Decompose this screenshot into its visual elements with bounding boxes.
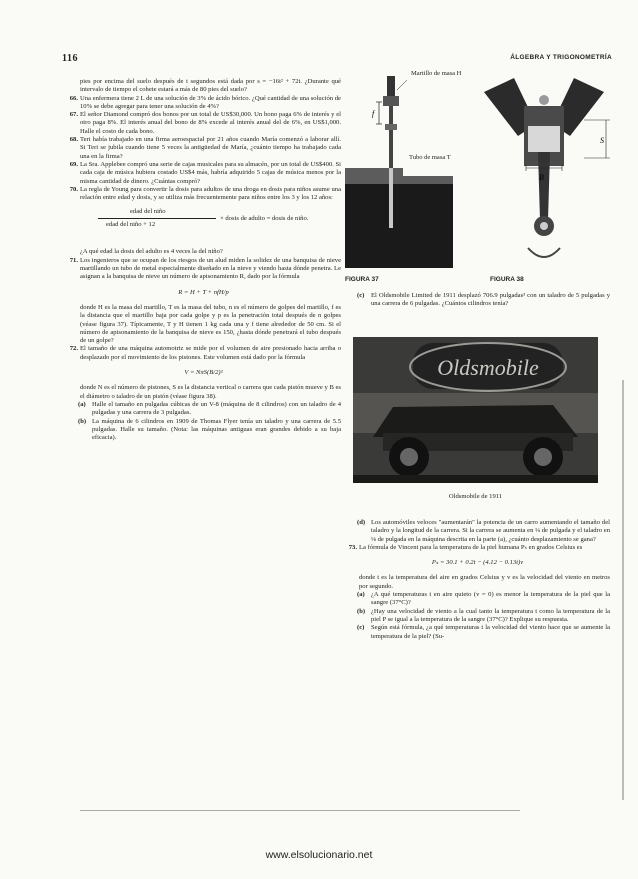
figure-38-caption: FIGURA 38 xyxy=(490,276,524,283)
photo-caption: Oldsmobile de 1911 xyxy=(448,493,503,500)
problem-72d: (d) Los automóviles veloces "aumentarán" la potencia de un carro aumentando el tamaño del taladro y la longitud de la carrera. Si la carrera se aumenta en ¼ de pulgada y el taladro en ⅛ de pulgada en la máquina descrita en la parte (a), ¿cuánto desplazamiento se gana? xyxy=(357,519,610,543)
left-column xyxy=(66,78,341,442)
scan-bottom-line xyxy=(80,810,520,811)
car-body xyxy=(373,405,578,437)
problem-70: 70. La regla de Young para convertir la dosis para adultos de una droga en dosis para niños asume una relación entre edad y dosis, y se utiliza más frecuentemente para niños entre los 3 y los 12 años: xyxy=(69,185,341,202)
fraction-denominator: edad del niño + 12 xyxy=(106,221,156,229)
right-column-lower xyxy=(345,519,610,641)
formula-P: Pₛ = 30.1 + 0.2t − (4.12 − 0.13t)v xyxy=(431,559,524,567)
hammer-head xyxy=(383,96,399,106)
problem-68: 68. Teri había trabajado en una firma aeroespacial por 21 años cuando María comenzó a laborar allí. Si Teri se jubila cuando tiene 5 veces la antigüedad de María, ¿cuánto tiempo ha trabajado cada una en la firma? xyxy=(69,136,341,160)
problem-69: 69. La Sra. Applebee compró una serie de cajas musicales para su almacén, por un total de US$400. Si cada caja de música hubiera costado US$4 más, habría adquirido 5 cajas de música menos por la misma cantidad de dinero. ¿Cuántas compró? xyxy=(69,160,341,185)
problem-72b: (b) La máquina de 6 cilindros en 1909 de Thomas Flyer tenía un taladro y una carrera de 5.5 pulgadas. Halle su tamaño. (Nota: las máquinas antiguas eran grandes debido a su baja eficacia). xyxy=(78,417,341,442)
problem-71: 71. Los ingenieros que se ocupan de los riesgos de un alud miden la solidez de una banquisa de nieve martillando un tubo de metal especialmente diseñado en la nieve y viendo hasta dónde penetra. Le asignan a la banquisa de nieve un número de apisonamiento R, dado por la fórmula xyxy=(69,256,341,281)
problem-72c: (c) El Oldsmobile Limited de 1911 desplazó 706.9 pulgadas³ con un taladro de 5 pulgadas y una carrera de 6 pulgadas. ¿Cuántos cilindros tenía? xyxy=(357,292,610,308)
tube-in-snow xyxy=(389,168,393,228)
problem-72a: (a) Halle el tamaño en pulgadas cúbicas de un V-8 (máquina de 8 cilindros) con un taladro de 4 pulgadas y una carrera de 3 pulgadas. xyxy=(78,400,341,417)
footer-url[interactable]: www.elsolucionario.net xyxy=(265,849,373,861)
problem-71-body: donde H es la masa del martillo, T es la masa del tubo, n es el número de golpes del martillo, f es la distancia que el martillo baja por cada golpe y p es la penetración total después de n golpes (véase figura 37). Típicamente, T y H tienen 1 kg cada una y f tiene alrededor de 50 cm. Si el número de apisonamiento de la banquisa de nieve es 150, ¿hasta dónde penetrará el tubo después de un golpe? xyxy=(80,303,341,345)
scan-edge-shadow xyxy=(622,380,624,800)
right-column-upper xyxy=(345,292,610,309)
label-tube: Tubo de masa T xyxy=(409,154,451,161)
label-f: f xyxy=(372,109,375,118)
formula-R: R = H + T + nfH/p xyxy=(178,288,229,296)
problem-70-question: ¿A qué edad la dosis del adulto es 4 veces la del niño? xyxy=(80,248,223,256)
figure-37-caption: FIGURA 37 xyxy=(345,276,379,283)
fraction-bar xyxy=(98,218,216,219)
oldsmobile-photo xyxy=(353,337,598,483)
problem-73: 73. La fórmula de Vincent para la temperatura de la piel humana Pₛ en grados Celsius es xyxy=(348,543,583,551)
young-rule-fraction xyxy=(80,206,341,242)
problem-72-body: donde N es el número de pistones, S es la distancia vertical o carrera que cada pistón mueve y B es el diámetro o taladro de un pistón (véase figura 38). xyxy=(80,384,341,400)
problem-73c: (c) Según está fórmula, ¿a qué temperaturas t la velocidad del viento hace que se aumente la temperatura de la piel? (Su- xyxy=(357,624,610,640)
figure-37-hammer-tube xyxy=(345,68,465,273)
problem-73a: (a) ¿A qué temperaturas t en aire quieto (v = 0) es menor la temperatura de la piel que la sangre (37°C)? xyxy=(357,591,610,607)
problem-65-continuation: pies por encima del suelo después de t segundos está dada por s = −16t² + 72t. ¿Durante qué intervalo de tiempo el cohete estará a más de 80 pies del suelo? xyxy=(80,78,341,94)
problem-73-body: donde t es la temperatura del aire en grados Celsius y v es la velocidad del viento en metros por segundo. xyxy=(359,574,610,590)
piston xyxy=(528,126,560,152)
problem-73b: (b) ¿Hay una velocidad de viento a la cual tanto la temperatura t como la temperatura de la piel P se igual a la temperatura de la sangre (37°C)? Explique su respuesta. xyxy=(357,607,610,623)
oldsmobile-sign: Oldsmobile xyxy=(437,355,539,380)
problem-72: 72. El tamaño de una máquina automotriz se mide por el volumen de aire presionado hacia arriba o desplazado por el movimiento de los pistones. Este volumen está dado por la fórmula xyxy=(69,345,341,361)
fraction-rest: × dosis de adulto = dosis de niño. xyxy=(220,215,309,223)
figure-38-engine xyxy=(478,70,613,270)
connecting-rod xyxy=(538,152,550,220)
page-number: 116 xyxy=(62,53,78,64)
label-hammer: Martillo de masa H xyxy=(411,70,462,77)
label-S: S xyxy=(600,136,604,145)
chapter-title: ÁLGEBRA Y TRIGONOMETRÍA xyxy=(510,54,612,61)
problem-67: 67. El señor Diamond compró dos bonos por un total de US$30,000. Un bono paga 6% de interés y el otro paga 8%. El interés anual del bono de 8% excede al interés anual del de 6%, en US$1,000. Halle el costo de cada bono. xyxy=(69,111,341,135)
formula-V: V = NπS(B/2)² xyxy=(184,369,223,377)
fraction-numerator: edad del niño xyxy=(130,208,166,216)
problem-66: 66. Una enfermera tiene 2 L de una solución de 3% de ácido bórico. ¿Qué cantidad de una solución de 10% se debe agregar para tener una solución de 4%? xyxy=(69,94,341,110)
label-B: B xyxy=(539,173,544,182)
